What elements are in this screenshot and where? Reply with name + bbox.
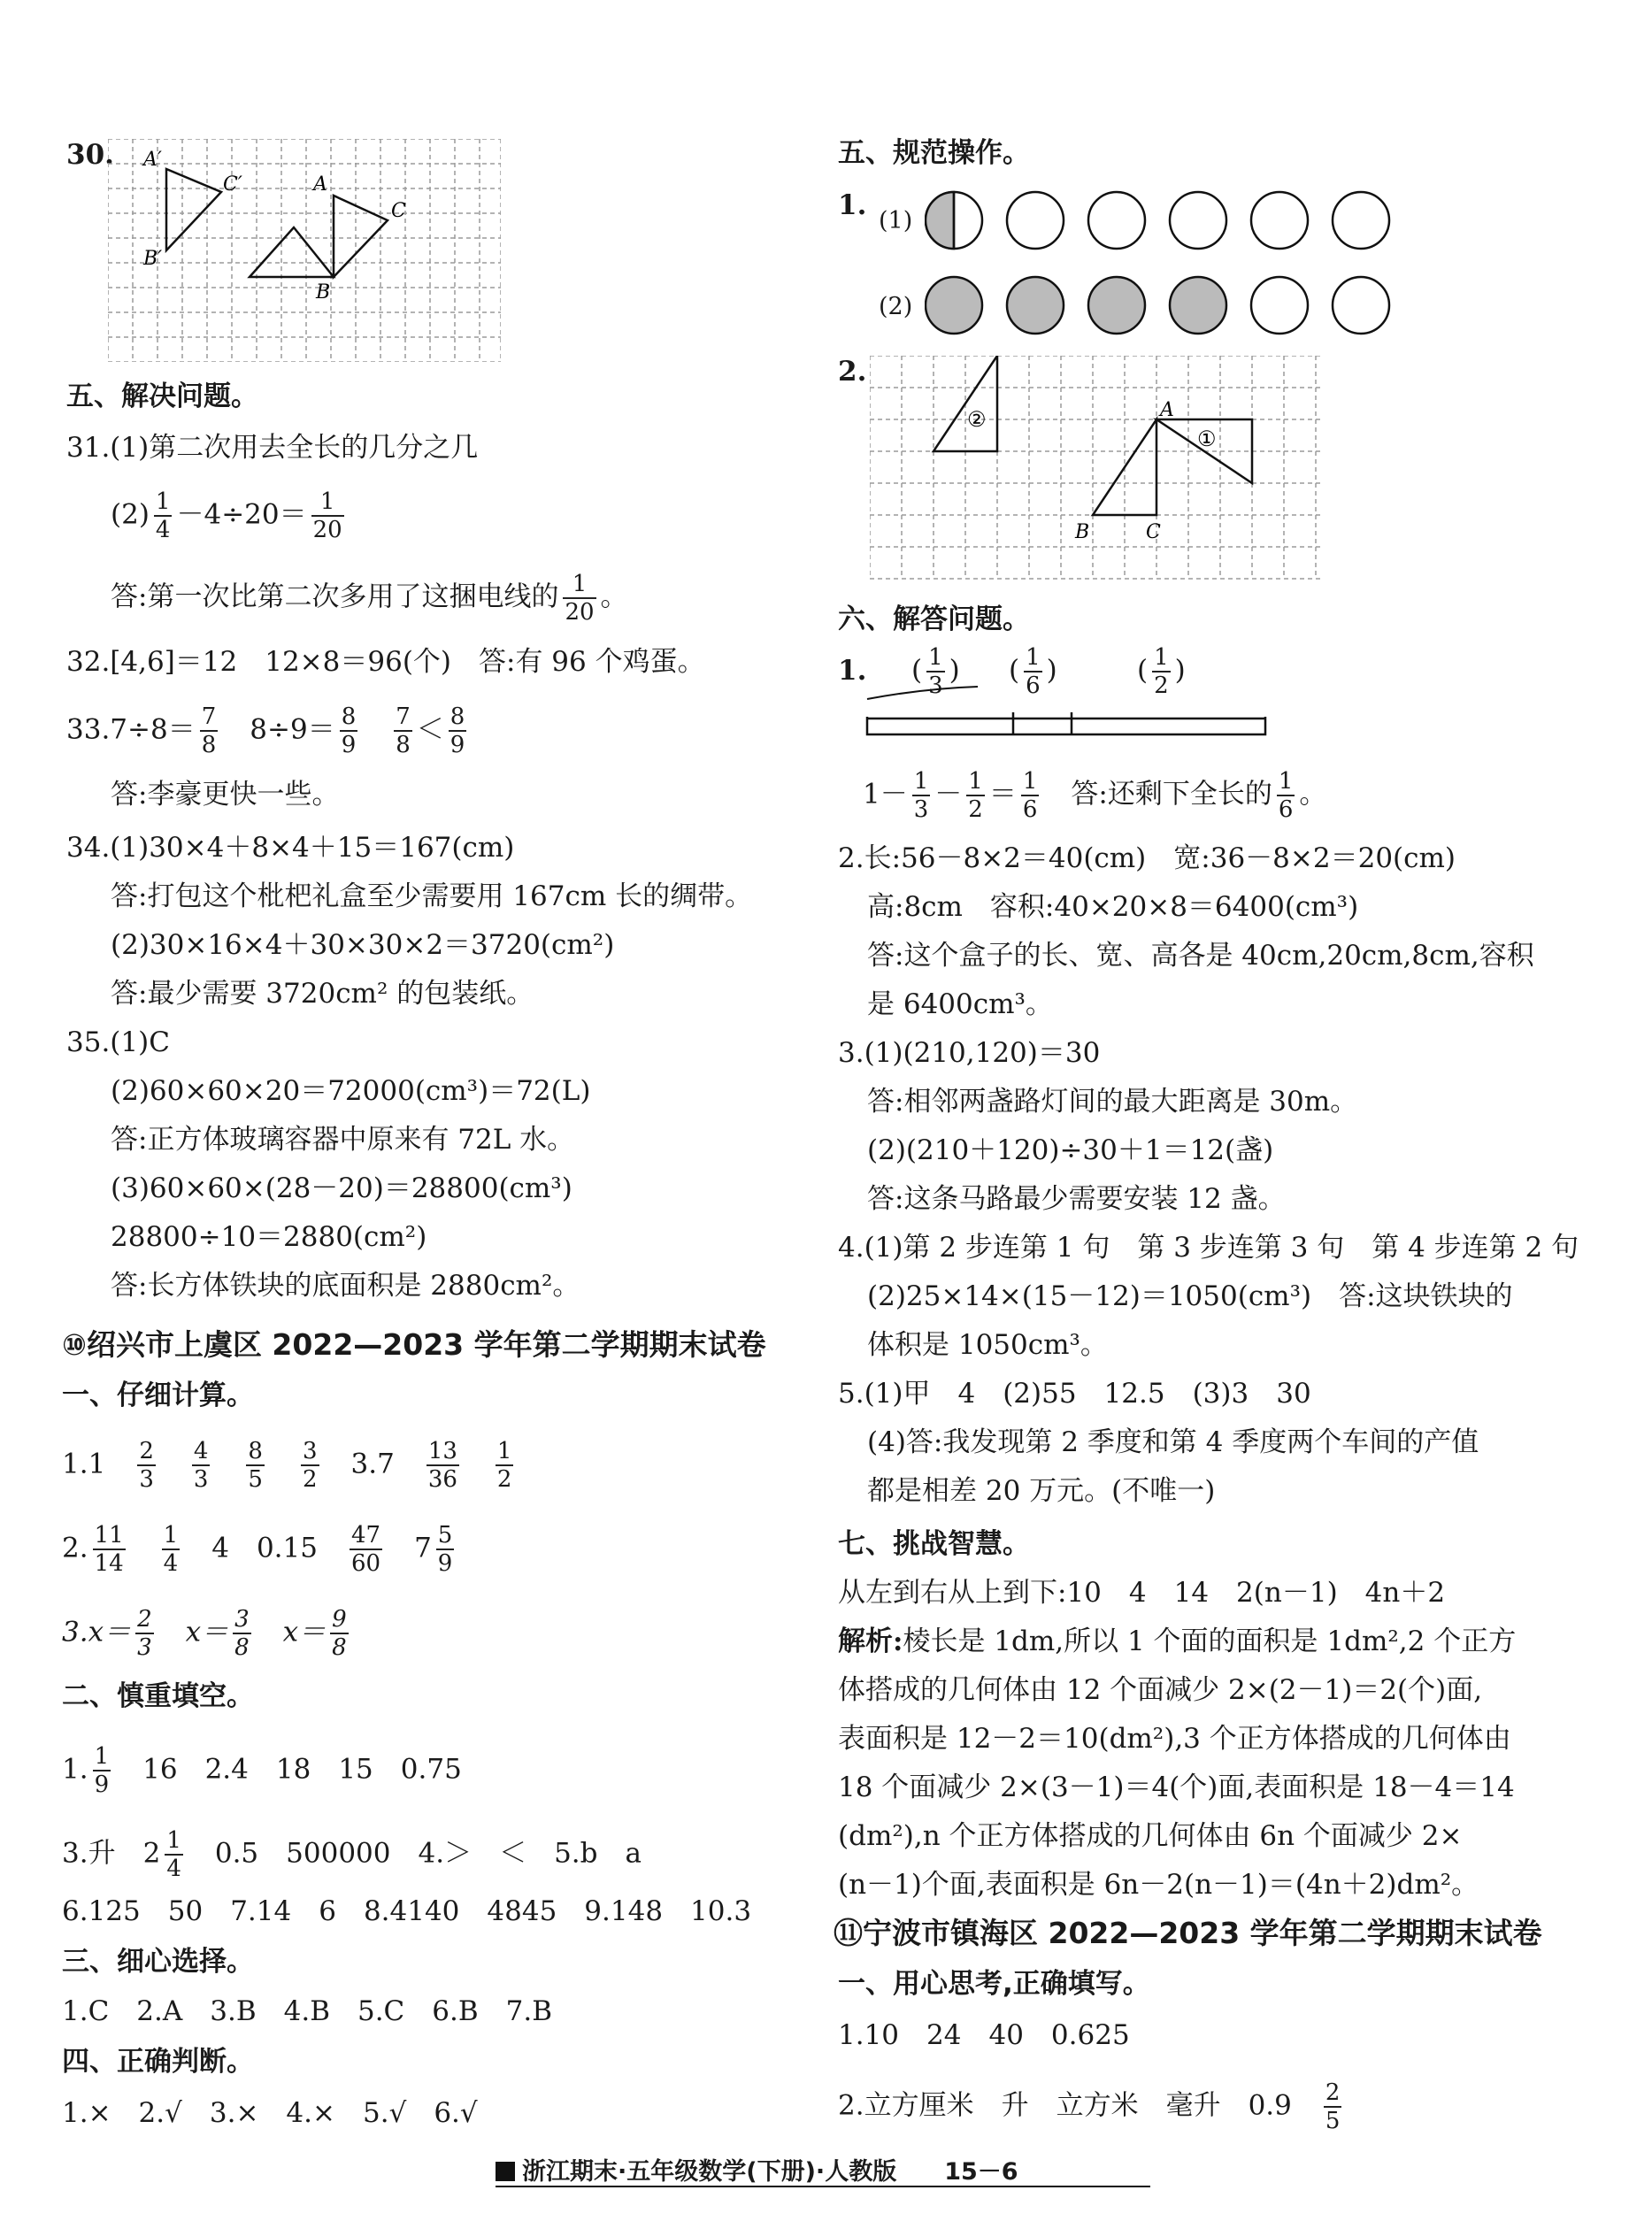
op2-label-b: B <box>1075 521 1090 543</box>
label-c: C <box>391 200 406 222</box>
fill-3: 3.升 2 $\frac{1}{4}$ 0.5 500000 4.＞ ＜ 5.b a <box>62 1827 642 1882</box>
z-line6: (dm²),n 个正方体搭成的几何体由 6n 个面减少 2× <box>838 1820 1463 1852</box>
z-line7: (n－1)个面,表面积是 6n－2(n－1)＝(4n＋2)dm²。 <box>838 1869 1479 1901</box>
bar-label-3: ( $\frac{1}{2}$ ) <box>1137 644 1186 699</box>
fill-6: 6.125 50 7.14 6 8.4140 4845 9.148 10.3 <box>62 1895 752 1927</box>
op1-label: 1. <box>838 189 867 221</box>
q35-part1: 35.(1)C <box>66 1026 170 1058</box>
segment-bar-diagram <box>863 681 1270 743</box>
section-2-heading: 二、慎重填空。 <box>62 1680 254 1712</box>
a2-line3: 答:这个盒子的长、宽、高各是 40cm,20cm,8cm,容积 <box>867 940 1534 972</box>
t1-line1: 1.10 24 40 0.625 <box>838 2019 1130 2051</box>
t1-heading: 一、用心思考,正确填写。 <box>838 1968 1150 2000</box>
q31-answer: 答:第一次比第二次多用了这捆电线的 $\frac{1}{20}$ 。 <box>111 571 628 626</box>
calc-3: 3.x＝ $\frac{2}{3}$ x＝ $\frac{3}{8}$ x＝ $\frac{9}{8}$ <box>62 1606 347 1661</box>
label-a-prime: A′ <box>143 149 162 171</box>
op1-part2-label: (2) <box>879 293 913 320</box>
q35-part3: (3)60×60×(28－20)＝28800(cm³) <box>111 1172 572 1204</box>
section-3-heading: 三、细心选择。 <box>62 1946 254 1978</box>
q35-answer2: 答:正方体玻璃容器中原来有 72L 水。 <box>111 1124 575 1156</box>
z-line3: 体搭成的几何体由 12 个面减少 2×(2－1)＝2(个)面, <box>838 1674 1483 1706</box>
square-icon <box>496 2162 515 2181</box>
a4-line3: 体积是 1050cm³。 <box>867 1329 1108 1361</box>
op2-grid-figure <box>870 356 1323 586</box>
exam-11-title: ⑪宁波市镇海区 2022—2023 学年第二学期期末试卷 <box>834 1916 1542 1950</box>
section-4-heading: 四、正确判断。 <box>62 2046 254 2078</box>
op2-label-1: ① <box>1197 427 1217 451</box>
op2-label: 2. <box>838 356 867 388</box>
figure-30-grid <box>108 139 501 362</box>
bar-label-2: ( $\frac{1}{6}$ ) <box>1009 644 1057 699</box>
op1-part1-label: (1) <box>879 207 913 234</box>
q34-part2: (2)30×16×4＋30×30×2＝3720(cm²) <box>111 929 615 961</box>
choice-answers: 1.C 2.A 3.B 4.B 5.C 6.B 7.B <box>62 1995 552 2027</box>
q35-answer3: 答:长方体铁块的底面积是 2880cm²。 <box>111 1270 580 1302</box>
q33-answer: 答:李豪更快一些。 <box>111 779 340 811</box>
section-5-heading: 五、解决问题。 <box>66 380 258 412</box>
q32: 32.[4,6]＝12 12×8＝96(个) 答:有 96 个鸡蛋。 <box>66 646 705 678</box>
a4-line2: (2)25×14×(15－12)＝1050(cm³) 答:这块铁块的 <box>867 1280 1513 1312</box>
a1-equation: 1－ $\frac{1}{3}$ － $\frac{1}{2}$ ＝ $\frac{1}{6}$ 答:还剩下全长的 $\frac{1}{6}$ 。 <box>863 768 1327 823</box>
a3-line2: 答:相邻两盏路灯间的最大距离是 30m。 <box>867 1086 1358 1118</box>
exam-10-title: ⑩绍兴市上虞区 2022—2023 学年第二学期期末试卷 <box>62 1327 766 1362</box>
q31-part1: 31.(1)第二次用去全长的几分之几 <box>66 432 479 464</box>
q31-part2: (2) $\frac{1}{4}$ －4÷20＝ $\frac{1}{20}$ <box>111 488 342 543</box>
a5-line2: (4)答:我发现第 2 季度和第 4 季度两个车间的产值 <box>867 1426 1479 1458</box>
a3-line3: (2)(210＋120)÷30＋1＝12(盏) <box>867 1134 1274 1166</box>
op2-label-2: ② <box>967 407 987 432</box>
judge-answers: 1.× 2.√ 3.× 4.× 5.√ 6.√ <box>62 2097 478 2129</box>
calc-1: 1.1 $\frac{2}{3}$ $\frac{4}{3}$ $\frac{8}{5}$ $\frac{3}{2}$ 3.7 $\frac{13}{36}$ $\frac{1}{2}$ <box>62 1438 512 1493</box>
q34-part1: 34.(1)30×4＋8×4＋15＝167(cm) <box>66 832 515 864</box>
question-30-label: 30. <box>66 139 114 171</box>
label-c-prime: C′ <box>223 173 242 196</box>
z-line1: 从左到右从上到下:10 4 14 2(n－1) 4n＋2 <box>838 1577 1446 1609</box>
a2-line2: 高:8cm 容积:40×20×8＝6400(cm³) <box>867 891 1359 923</box>
page-number: 15－6 <box>944 2158 1018 2186</box>
half-shaded-circle <box>926 192 954 249</box>
q34-answer1: 答:打包这个枇杷礼盒至少需要用 167cm 长的绸带。 <box>111 880 753 912</box>
q34-answer2: 答:最少需要 3720cm² 的包装纸。 <box>111 978 534 1010</box>
section-6-heading: 六、解答问题。 <box>838 603 1030 635</box>
section-1-heading: 一、仔细计算。 <box>62 1379 254 1411</box>
label-b: B <box>316 281 331 304</box>
triangle-left <box>250 227 334 277</box>
label-a: A <box>313 173 327 196</box>
r-section-5-heading: 五、规范操作。 <box>838 137 1030 169</box>
z-line2: 解析:棱长是 1dm,所以 1 个面的面积是 1dm²,2 个正方 <box>838 1625 1517 1657</box>
a4-line1: 4.(1)第 2 步连第 1 句 第 3 步连第 3 句 第 4 步连第 2 句 <box>838 1232 1579 1264</box>
q33: 33.7÷8＝ $\frac{7}{8}$ 8÷9＝ $\frac{8}{9}$ $\frac{7}{8}$ ＜ $\frac{8}{9}$ <box>66 703 465 758</box>
a2-line1: 2.长:56－8×2＝40(cm) 宽:36－8×2＝20(cm) <box>838 842 1456 874</box>
a5-line1: 5.(1)甲 4 (2)55 12.5 (3)3 30 <box>838 1378 1311 1410</box>
op2-label-c: C <box>1146 521 1161 543</box>
a5-line3: 都是相差 20 万元。(不唯一) <box>867 1475 1216 1507</box>
a3-line4: 答:这条马路最少需要安装 12 盏。 <box>867 1183 1286 1215</box>
q35-part3-calc: 28800÷10＝2880(cm²) <box>111 1221 427 1253</box>
calc-2: 2. $\frac{11}{14}$ $\frac{1}{4}$ 4 0.15 $\frac{47}{60}$ 7 $\frac{5}{9}$ <box>62 1522 453 1577</box>
fill-1: 1. $\frac{1}{9}$ 16 2.4 18 15 0.75 <box>62 1743 462 1798</box>
circles-figure <box>925 188 1402 338</box>
q35-part2: (2)60×60×20＝72000(cm³)＝72(L) <box>111 1075 591 1107</box>
z-line5: 18 个面减少 2×(3－1)＝4(个)面,表面积是 18－4＝14 <box>838 1771 1515 1803</box>
section-7-heading: 七、挑战智慧。 <box>838 1528 1030 1560</box>
bar-label-1: ( $\frac{1}{3}$ ) <box>911 644 960 699</box>
footer-rule <box>496 2186 1150 2187</box>
t1-line2: 2.立方厘米 升 立方米 毫升 0.9 $\frac{2}{5}$ <box>838 2079 1341 2134</box>
footer <box>496 2152 1018 2186</box>
a1-label: 1. <box>838 655 867 687</box>
footer-title: 浙江期末·五年级数学(下册)·人教版 <box>522 2158 897 2186</box>
z-line4: 表面积是 12－2＝10(dm²),3 个正方体搭成的几何体由 <box>838 1723 1511 1755</box>
a3-line1: 3.(1)(210,120)＝30 <box>838 1037 1101 1069</box>
triangle-abc <box>334 196 388 277</box>
label-b-prime: B′ <box>143 248 163 270</box>
a2-line4: 是 6400cm³。 <box>867 988 1053 1020</box>
op2-label-a: A <box>1160 399 1174 421</box>
